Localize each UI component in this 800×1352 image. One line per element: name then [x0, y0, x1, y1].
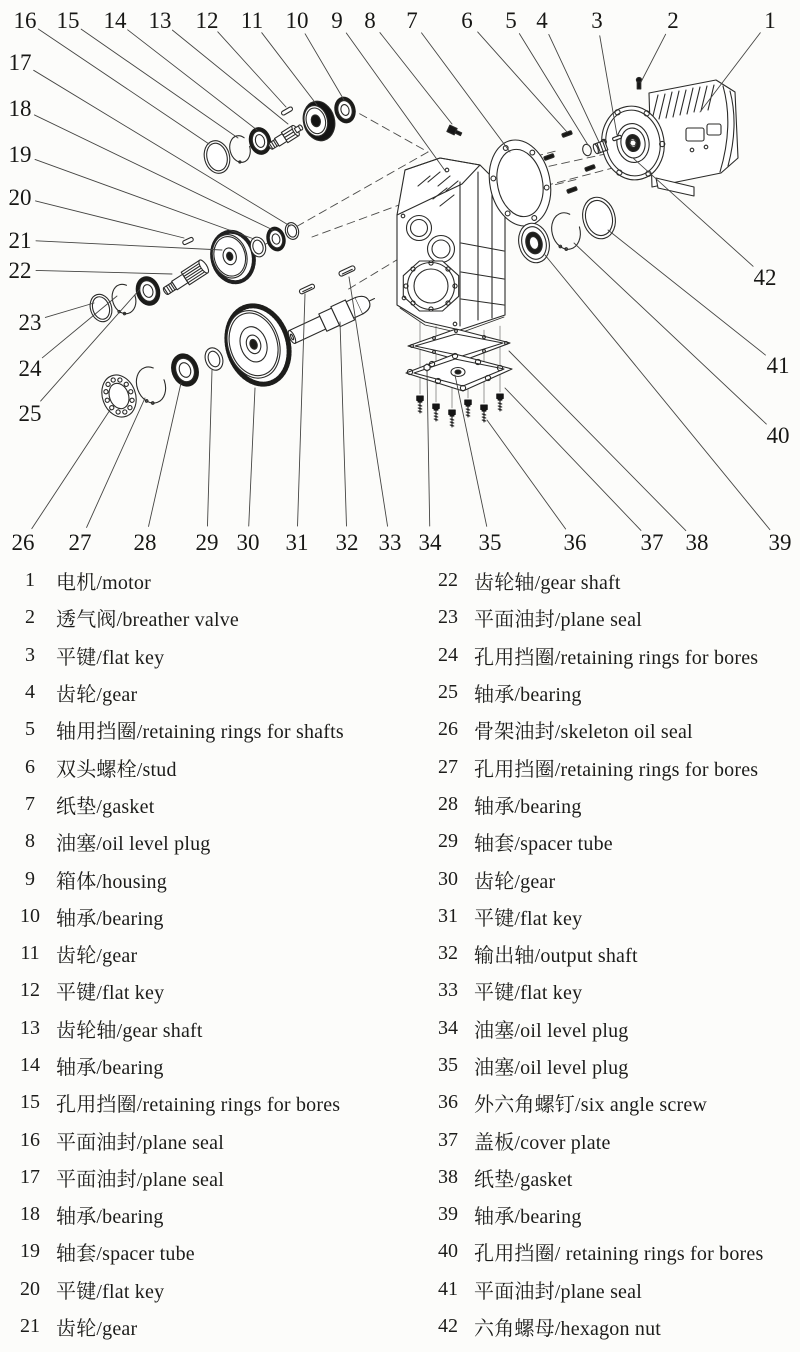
- part-number: 11: [20, 942, 40, 965]
- callout-number-18: 18: [8, 96, 32, 121]
- callout-number-30: 30: [236, 530, 260, 555]
- parts-list-row: [14, 562, 414, 599]
- parts-list-row: [432, 1308, 800, 1345]
- part-number: 9: [25, 867, 35, 890]
- callout-number-27: 27: [68, 530, 92, 555]
- part-label: 平面油封/plane seal: [56, 1131, 224, 1154]
- parts-list-row: [432, 711, 800, 748]
- intermediate-shaft-parts-drawing: [87, 273, 164, 325]
- housing-drawing: [397, 158, 505, 333]
- parts-list-row: [14, 786, 414, 823]
- parts-list-row: [14, 1233, 414, 1270]
- part-number: 23: [438, 606, 458, 629]
- callout-number-17: 17: [8, 50, 32, 75]
- part-label: 双头螺栓/stud: [56, 758, 177, 781]
- part-number: 41: [438, 1277, 458, 1300]
- parts-list-row: [432, 1121, 800, 1158]
- parts-list-row: [14, 1047, 414, 1084]
- leader-line-35: [455, 375, 487, 526]
- part-number: 35: [438, 1054, 458, 1076]
- leader-line-7: [422, 33, 510, 152]
- part-number: 24: [438, 643, 458, 666]
- part-label: 轴承/bearing: [56, 907, 164, 930]
- parts-list-row: [14, 1121, 414, 1158]
- callout-number-33: 33: [378, 530, 402, 555]
- parts-list-row: [432, 562, 800, 599]
- part-number: 28: [438, 792, 458, 815]
- part-label: 盖板/cover plate: [474, 1131, 611, 1154]
- part-label: 平面油封/plane seal: [474, 1280, 642, 1303]
- callout-number-32: 32: [335, 530, 359, 555]
- part-number: 33: [438, 979, 458, 1002]
- part-label: 轴承/bearing: [474, 684, 582, 707]
- callout-number-5: 5: [505, 8, 517, 33]
- callout-number-21: 21: [8, 228, 32, 253]
- leader-line-33: [349, 277, 388, 526]
- callout-number-37: 37: [640, 530, 664, 555]
- part-number: 27: [438, 755, 458, 778]
- callout-number-12: 12: [195, 8, 219, 33]
- parts-list-row: [432, 972, 800, 1009]
- part-number: 36: [438, 1091, 458, 1114]
- part-label: 透气阀/breather valve: [56, 609, 239, 632]
- parts-list-row: [432, 898, 800, 935]
- callout-number-26: 26: [11, 530, 35, 555]
- part-number: 10: [20, 904, 40, 927]
- leader-line-32: [340, 322, 346, 526]
- part-label: 油塞/oil level plug: [474, 1019, 629, 1042]
- leader-line-22: [36, 270, 172, 274]
- parts-list-row: [14, 711, 414, 748]
- part-number: 8: [25, 830, 35, 853]
- part-number: 20: [20, 1277, 40, 1300]
- part-label: 油塞/oil level plug: [56, 833, 211, 856]
- callout-number-16: 16: [13, 8, 37, 33]
- callout-number-36: 36: [563, 530, 587, 555]
- part-label: 油塞/oil level plug: [474, 1057, 629, 1079]
- part-label: 纸垫/gasket: [474, 1168, 573, 1191]
- parts-list-row: [432, 1084, 800, 1121]
- part-number: 22: [438, 569, 458, 592]
- leader-line-14: [128, 30, 257, 130]
- callout-number-41: 41: [766, 353, 790, 378]
- callout-number-9: 9: [331, 8, 343, 33]
- callout-number-24: 24: [18, 356, 42, 381]
- parts-list-row: [432, 823, 800, 860]
- part-label: 轴承/bearing: [474, 1206, 582, 1229]
- leader-line-21: [36, 241, 222, 250]
- leader-line-39: [545, 255, 770, 530]
- leader-line-12: [218, 32, 286, 107]
- part-label: 轴套/spacer tube: [474, 833, 613, 856]
- parts-list-row: [432, 637, 800, 674]
- part-number: 30: [438, 867, 458, 890]
- parts-list-row: [432, 860, 800, 897]
- callout-number-40: 40: [766, 423, 790, 448]
- leader-line-29: [207, 370, 212, 526]
- part-number: 5: [25, 718, 35, 741]
- leader-line-2: [641, 34, 666, 82]
- parts-list-row: [432, 786, 800, 823]
- parts-list-row: [14, 935, 414, 972]
- part-number: 14: [20, 1054, 40, 1076]
- part-label: 齿轮/gear: [56, 684, 138, 707]
- parts-list-row: [14, 1196, 414, 1233]
- part-label: 六角螺母/hexagon nut: [474, 1318, 662, 1341]
- part-number: 13: [20, 1016, 40, 1039]
- parts-list-row: [432, 935, 800, 972]
- leader-line-30: [249, 388, 255, 526]
- oil-pan-assembly-drawing: [406, 322, 512, 427]
- part-label: 齿轮/gear: [474, 870, 556, 893]
- callout-number-15: 15: [56, 8, 80, 33]
- parts-list-row: [14, 1084, 414, 1121]
- parts-list-row: [14, 1159, 414, 1196]
- leader-line-10: [305, 34, 344, 100]
- part-number: 12: [20, 979, 40, 1002]
- leader-line-16: [38, 29, 209, 144]
- parts-list-column-right: [432, 562, 800, 1345]
- parts-list-row: [14, 972, 414, 1009]
- callout-number-3: 3: [591, 8, 603, 33]
- part-number: 37: [438, 1128, 458, 1151]
- part-label: 孔用挡圈/ retaining rings for bores: [474, 1243, 764, 1266]
- part-label: 孔用挡圈/retaining rings for bores: [474, 758, 759, 781]
- callout-number-2: 2: [667, 8, 679, 33]
- parts-list-row: [14, 599, 414, 636]
- second-shaft-cluster-drawing: [160, 221, 300, 298]
- callout-number-13: 13: [148, 8, 172, 33]
- part-label: 外六角螺钉/six angle screw: [474, 1094, 708, 1117]
- part-number: 34: [438, 1016, 458, 1039]
- part-label: 输出轴/output shaft: [474, 945, 638, 968]
- leader-line-15: [81, 29, 238, 138]
- callout-number-7: 7: [406, 8, 418, 33]
- callout-number-6: 6: [461, 8, 473, 33]
- callout-number-29: 29: [195, 530, 219, 555]
- part-label: 轴用挡圈/retaining rings for shafts: [56, 721, 344, 744]
- part-number: 7: [25, 792, 35, 815]
- part-label: 平面油封/plane seal: [474, 609, 642, 632]
- callout-number-1: 1: [764, 8, 776, 33]
- part-number: 4: [25, 681, 35, 704]
- callout-number-20: 20: [8, 185, 32, 210]
- leader-line-20: [36, 201, 184, 238]
- callout-number-31: 31: [285, 530, 309, 555]
- callout-number-25: 25: [18, 401, 42, 426]
- callout-number-22: 22: [8, 258, 32, 283]
- leader-line-8: [380, 33, 452, 124]
- callout-number-28: 28: [133, 530, 157, 555]
- part-number: 29: [438, 830, 458, 853]
- leader-line-37: [505, 388, 641, 530]
- part-number: 18: [20, 1203, 40, 1226]
- part-number: 26: [438, 718, 458, 741]
- part-label: 平键/flat key: [474, 907, 583, 930]
- leader-line-11: [262, 33, 317, 105]
- parts-list-row: [14, 1308, 414, 1345]
- parts-list-row: [14, 1010, 414, 1047]
- callout-number-11: 11: [240, 8, 264, 33]
- leader-line-36: [487, 420, 566, 529]
- leader-line-27: [87, 398, 145, 527]
- part-label: 电机/motor: [56, 572, 151, 595]
- parts-list-row: [14, 674, 414, 711]
- part-number: 40: [438, 1240, 458, 1263]
- part-number: 6: [25, 755, 35, 778]
- part-label: 轴套/spacer tube: [56, 1243, 195, 1266]
- part-label: 平键/flat key: [56, 982, 165, 1005]
- part-label: 轴承/bearing: [474, 795, 582, 818]
- leader-line-5: [519, 34, 588, 145]
- exploded-view-diagram: [0, 0, 800, 560]
- part-number: 16: [20, 1128, 40, 1151]
- part-number: 19: [20, 1240, 40, 1263]
- leader-line-38: [509, 351, 686, 531]
- part-number: 31: [438, 904, 458, 927]
- part-label: 平键/flat key: [474, 982, 583, 1005]
- parts-list-row: [14, 898, 414, 935]
- part-label: 孔用挡圈/retaining rings for bores: [56, 1094, 341, 1117]
- breather-valve-drawing: [636, 77, 641, 89]
- callout-number-34: 34: [418, 530, 442, 555]
- part-number: 3: [25, 643, 35, 666]
- leader-line-26: [32, 410, 110, 529]
- parts-list-row: [432, 1159, 800, 1196]
- parts-list-row: [432, 1196, 800, 1233]
- parts-list-column-left: [14, 562, 414, 1345]
- leader-line-34: [427, 370, 430, 526]
- parts-list-row: [14, 1271, 414, 1308]
- parts-list-row: [14, 860, 414, 897]
- input-shaft-cluster-drawing: [201, 94, 359, 176]
- parts-list-row: [432, 1271, 800, 1308]
- part-label: 轴承/bearing: [56, 1057, 164, 1079]
- part-label: 轴承/bearing: [56, 1206, 164, 1229]
- part-label: 纸垫/gasket: [56, 795, 155, 818]
- callout-number-38: 38: [685, 530, 709, 555]
- part-number: 42: [438, 1315, 458, 1338]
- parts-list-row: [432, 748, 800, 785]
- parts-list-row: [432, 674, 800, 711]
- part-number: 39: [438, 1203, 458, 1226]
- part-label: 齿轮轴/gear shaft: [56, 1019, 203, 1042]
- parts-list-row: [432, 1233, 800, 1270]
- part-label: 齿轮轴/gear shaft: [474, 572, 621, 595]
- parts-list-row: [14, 637, 414, 674]
- parts-list-row: [432, 1010, 800, 1047]
- oil-plug-drawing: [447, 125, 463, 137]
- part-label: 骨架油封/skeleton oil seal: [474, 721, 693, 744]
- callout-number-8: 8: [364, 8, 376, 33]
- callout-number-23: 23: [18, 310, 42, 335]
- callout-number-35: 35: [478, 530, 502, 555]
- callout-number-39: 39: [768, 530, 792, 555]
- callout-number-10: 10: [285, 8, 309, 33]
- part-label: 平面油封/plane seal: [56, 1168, 224, 1191]
- part-number: 38: [438, 1165, 458, 1188]
- part-number: 21: [20, 1315, 40, 1338]
- part-number: 17: [20, 1165, 40, 1188]
- part-number: 1: [25, 569, 35, 592]
- parts-list-row: [432, 1047, 800, 1084]
- part-label: 箱体/housing: [56, 870, 167, 893]
- leader-line-6: [478, 32, 567, 132]
- leader-line-41: [608, 230, 765, 355]
- callout-number-4: 4: [536, 8, 548, 33]
- part-label: 齿轮/gear: [56, 1318, 138, 1341]
- leader-line-40: [574, 243, 766, 424]
- part-label: 平键/flat key: [56, 646, 165, 669]
- part-label: 平键/flat key: [56, 1280, 165, 1303]
- part-label: 孔用挡圈/retaining rings for bores: [474, 646, 759, 669]
- callout-number-19: 19: [8, 142, 32, 167]
- parts-list-row: [432, 599, 800, 636]
- leader-line-23: [45, 303, 94, 317]
- leader-line-4: [549, 34, 599, 142]
- callout-number-14: 14: [103, 8, 127, 33]
- callout-number-42: 42: [753, 265, 777, 290]
- part-number: 15: [20, 1091, 40, 1114]
- part-number: 32: [438, 942, 458, 965]
- part-label: 齿轮/gear: [56, 945, 138, 968]
- parts-list-row: [14, 823, 414, 860]
- part-number: 2: [25, 606, 35, 629]
- part-number: 25: [438, 681, 458, 704]
- parts-list-row: [14, 748, 414, 785]
